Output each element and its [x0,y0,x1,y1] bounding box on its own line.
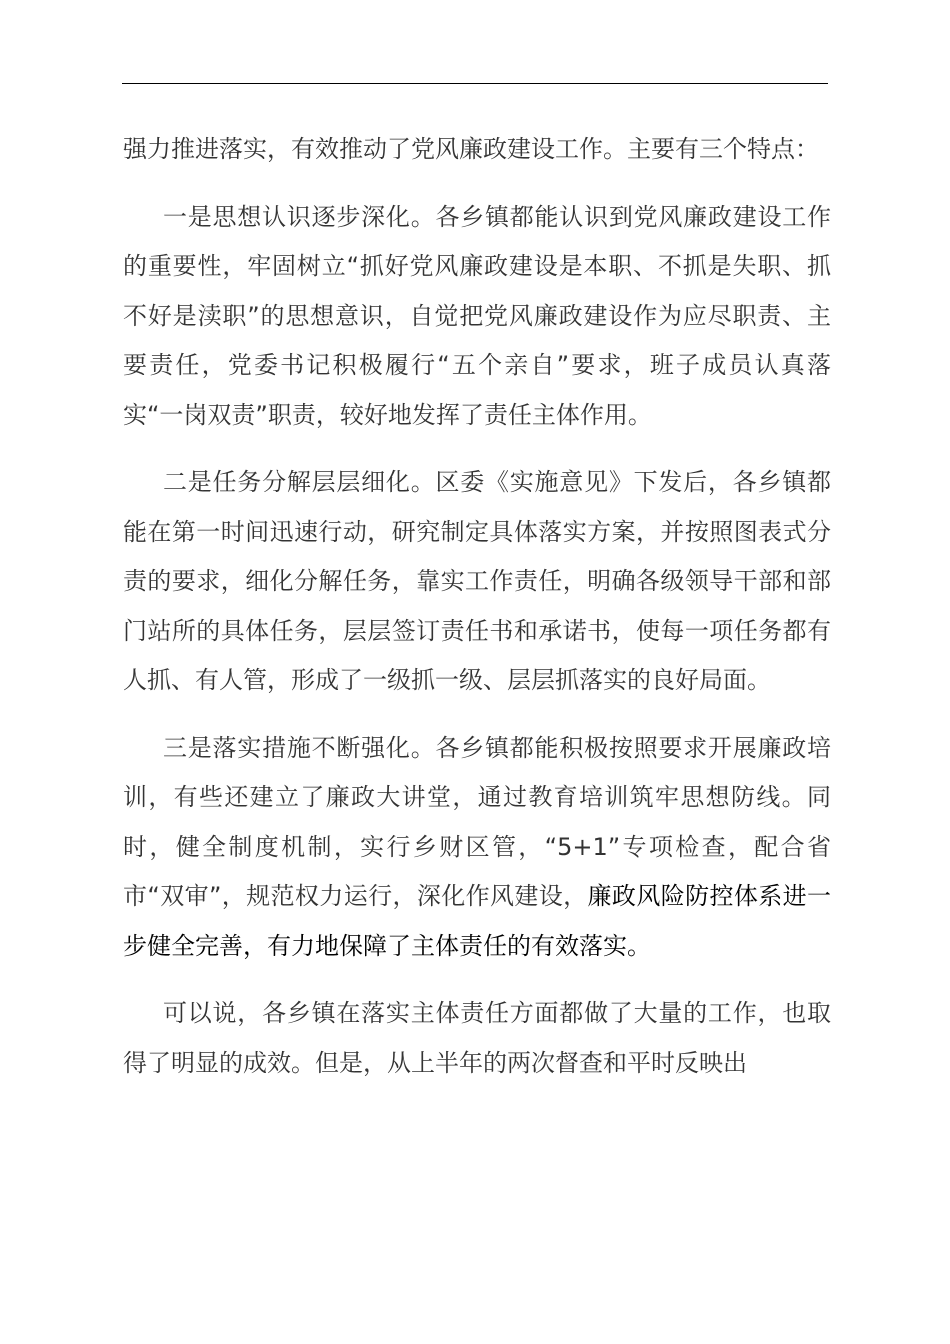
paragraph-intro [123,125,831,175]
document-body [123,125,831,1106]
paragraph-point-three [123,724,831,972]
paragraph-point-three-emphasis: 廉政风险防控体系进一步健全完善，有力地保障了主体责任的有效落实。 [123,882,831,960]
paragraph-point-two [123,458,831,706]
paragraph-intro-text: 强力推进落实，有效推动了党风廉政建设工作。主要有三个特点： [123,135,819,163]
paragraph-summary [123,989,831,1088]
paragraph-point-one [123,193,831,441]
paragraph-point-two-text: 二是任务分解层层细化。区委《实施意见》下发后，各乡镇都能在第一时间迅速行动，研究制定具体落实方案，并按照图表式分责的要求，细化分解任务，靠实工作责任，明确各级领导干部和部门站所的具体任务，层层签订责任书和承诺书，使每一项任务都有人抓、有人管，形成了一级抓一级、层层抓落实的良好局面。 [123,468,831,694]
paragraph-point-one-text: 一是思想认识逐步深化。各乡镇都能认识到党风廉政建设工作的重要性，牢固树立“抓好党风廉政建设是本职、不抓是失职、抓不好是渎职”的思想意识，自觉把党风廉政建设作为应尽职责、主要责任，党委书记积极履行“五个亲自”要求，班子成员认真落实“一岗双责”职责，较好地发挥了责任主体作用。 [123,202,831,429]
header-rule [122,83,828,84]
paragraph-point-three-text: 三是落实措施不断强化。各乡镇都能积极按照要求开展廉政培训，有些还建立了廉政大讲堂，通过教育培训筑牢思想防线。同时，健全制度机制，实行乡财区管，“5+1”专项检查，配合省市“双审”，规范权力运行，深化作风建设， [123,733,831,910]
paragraph-summary-text: 可以说，各乡镇在落实主体责任方面都做了大量的工作，也取得了明显的成效。但是，从上半年的两次督查和平时反映出 [123,999,831,1077]
